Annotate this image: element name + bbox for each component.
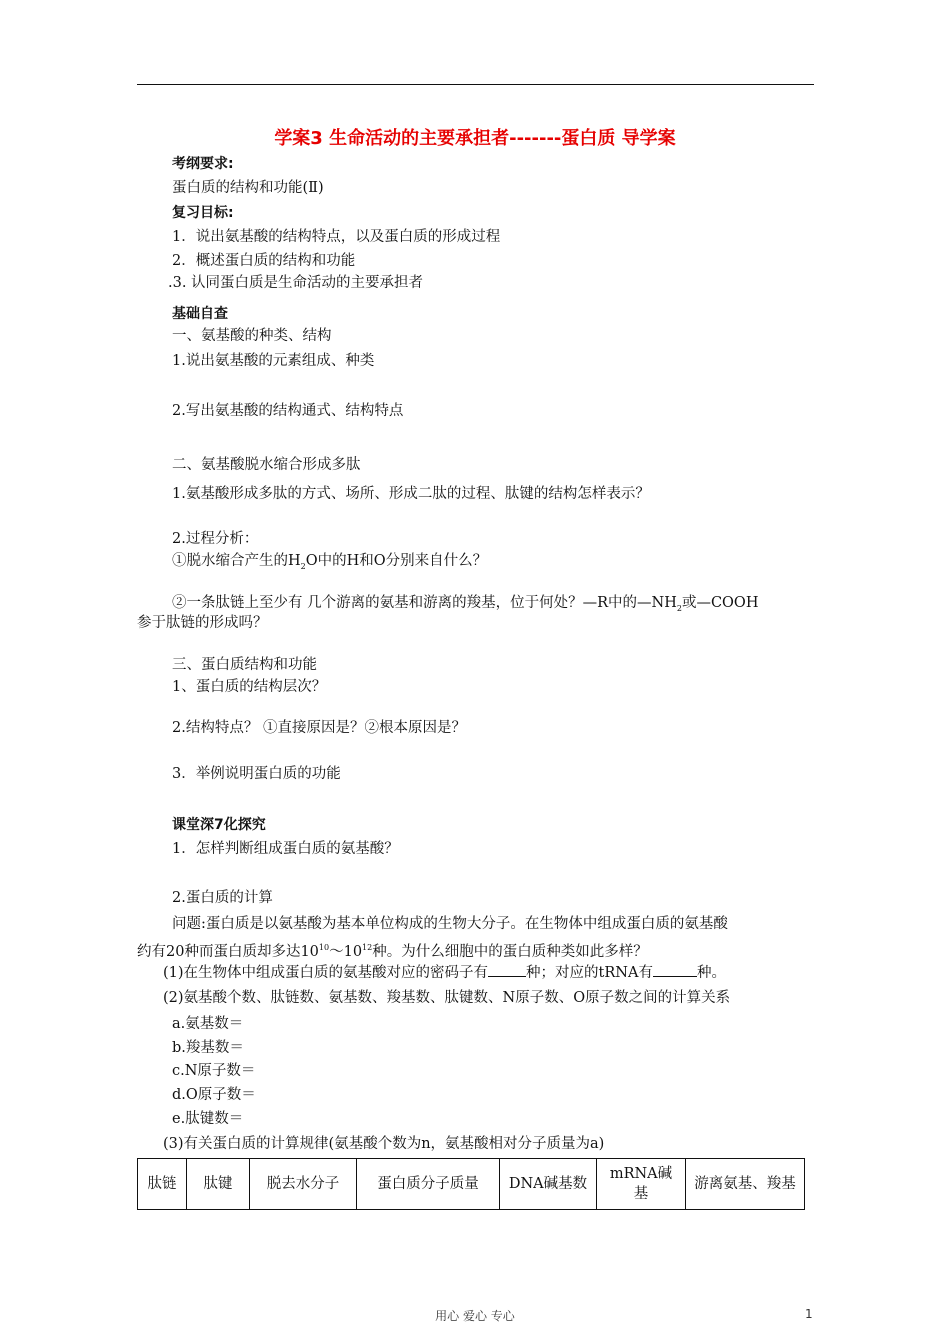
question-2-2-b: ②一条肽链上至少有 几个游离的氨基和游离的羧基，位于何处？—R中的$—NH_2$或—COOH bbox=[172, 595, 759, 613]
table-header-row bbox=[138, 1159, 805, 1210]
answer-blank-codons[interactable] bbox=[488, 964, 526, 977]
question-2-2: 2.过程分析： bbox=[172, 531, 259, 547]
footer-text: 用心 爱心 专心 bbox=[435, 1309, 515, 1323]
explore-sub-2: (2)氨基酸个数、肽链数、氨基数、羧基数、肽键数、N原子数、O原子数之间的计算关系 bbox=[163, 990, 731, 1006]
formula-carboxyl: b.羧基数＝ bbox=[172, 1040, 244, 1056]
answer-blank-trna[interactable] bbox=[653, 964, 697, 977]
formula-o-atoms: d.O原子数＝ bbox=[172, 1087, 256, 1103]
section-3-heading: 三、蛋白质结构和功能 bbox=[172, 657, 317, 673]
col-header-water: 脱去水分子 bbox=[250, 1159, 357, 1210]
col-header-free-groups: 游离氨基、羧基 bbox=[686, 1159, 805, 1210]
syllabus-item: 蛋白质的结构和功能(Ⅱ) bbox=[172, 180, 324, 196]
page-number: 1 bbox=[805, 1307, 813, 1321]
question-1-1: 1.说出氨基酸的元素组成、种类 bbox=[172, 353, 375, 369]
question-2-2-b-cont: 参于肽链的形成吗？ bbox=[137, 615, 268, 631]
col-header-peptide-bond: 肽键 bbox=[187, 1159, 250, 1210]
page-title: 学案3 生命活动的主要承担者-------蛋白质 导学案 bbox=[274, 128, 676, 149]
section-1-heading: 一、氨基酸的种类、结构 bbox=[172, 328, 332, 344]
col-header-mrna-bases: mRNA碱基 bbox=[597, 1159, 686, 1210]
goal-3: .3. 认同蛋白质是生命活动的主要承担者 bbox=[168, 275, 424, 291]
col-header-dna-bases: DNA碱基数 bbox=[500, 1159, 597, 1210]
explore-sub-1: (1)在生物体中组成蛋白质的氨基酸对应的密码子有 种；对应的tRNA有 种。 bbox=[163, 965, 726, 981]
explore-2: 2.蛋白质的计算 bbox=[172, 890, 273, 906]
question-3-3: 3．举例说明蛋白质的功能 bbox=[172, 766, 341, 782]
col-header-protein-mass: 蛋白质分子质量 bbox=[357, 1159, 500, 1210]
explore-question: 问题:蛋白质是以氨基酸为基本单位构成的生物大分子。在生物体中组成蛋白质的氨基酸 bbox=[172, 916, 728, 932]
col-header-peptide-chain: 肽链 bbox=[138, 1159, 187, 1210]
explore-sub-3: (3)有关蛋白质的计算规律(氨基酸个数为n，氨基酸相对分子质量为a) bbox=[163, 1136, 605, 1152]
question-2-1: 1.氨基酸形成多肽的方式、场所、形成二肽的过程、肽键的结构怎样表示？ bbox=[172, 486, 650, 502]
syllabus-heading: 考纲要求: bbox=[172, 156, 234, 172]
section-explore-heading: 课堂深7化探究 bbox=[172, 817, 266, 833]
explore-1: 1．怎样判断组成蛋白质的氨基酸？ bbox=[172, 841, 399, 857]
section-2-heading: 二、氨基酸脱水缩合形成多肽 bbox=[172, 457, 361, 473]
calculation-table bbox=[137, 1158, 805, 1210]
explore-question-cont: 约有20种而蛋白质却多达$10^{10}\sim 10^{12}$种。为什么细胞中的蛋白质种类如此多样？ bbox=[137, 943, 648, 960]
goal-2: 2．概述蛋白质的结构和功能 bbox=[172, 253, 356, 269]
question-3-1: 1、蛋白质的结构层次？ bbox=[172, 679, 327, 695]
formula-n-atoms: c.N原子数＝ bbox=[172, 1063, 256, 1079]
goal-1: 1．说出氨基酸的结构特点，以及蛋白质的形成过程 bbox=[172, 229, 501, 245]
question-1-2: 2.写出氨基酸的结构通式、结构特点 bbox=[172, 403, 404, 419]
section-basics-heading: 基础自查 bbox=[172, 306, 228, 322]
formula-peptide-bonds: e.肽键数＝ bbox=[172, 1111, 244, 1127]
formula-amino: a.氨基数＝ bbox=[172, 1016, 244, 1032]
question-3-2: 2.结构特点？ ①直接原因是？②根本原因是？ bbox=[172, 720, 466, 736]
question-2-2-a: ①脱水缩合产生的$H_2O$中的H和O分别来自什么？ bbox=[172, 553, 488, 571]
header-rule bbox=[137, 84, 814, 85]
review-goals-heading: 复习目标: bbox=[172, 205, 234, 221]
